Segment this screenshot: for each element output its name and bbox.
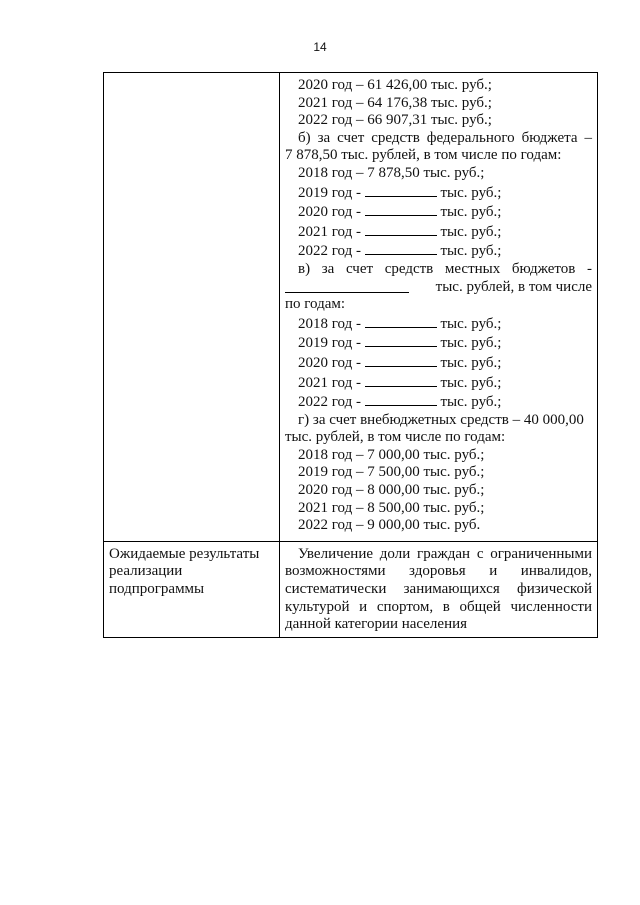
blank-line xyxy=(285,279,409,293)
federal-2018: 2018 год – 7 878,50 тыс. руб.; xyxy=(298,164,485,181)
extra-2021: 2021 год – 8 500,00 тыс. руб.; xyxy=(298,499,485,516)
results-text-line: культурой и спортом, в общей численности xyxy=(285,598,592,615)
blank-line xyxy=(365,314,437,328)
federal-2022: 2022 год - тыс. руб.; xyxy=(298,243,502,260)
federal-2021: 2021 год - тыс. руб.; xyxy=(298,223,502,240)
extra-intro-line-1: г) за счет внебюджетных средств – 40 000,00 xyxy=(298,411,584,428)
page-number: 14 xyxy=(313,40,327,54)
local-2019: 2019 год - тыс. руб.; xyxy=(298,335,502,352)
extra-2018: 2018 год – 7 000,00 тыс. руб.; xyxy=(298,446,485,463)
extra-2022: 2022 год – 9 000,00 тыс. руб. xyxy=(298,517,481,534)
results-text-line: данной категории населения xyxy=(285,616,468,633)
results-label-line: реализации xyxy=(109,563,183,580)
results-text-line: Увеличение доли граждан с ограниченными xyxy=(298,545,592,562)
local-intro-line-3: по годам: xyxy=(285,296,346,313)
local-intro-line-2: тыс. рублей, в том числе xyxy=(285,279,592,297)
funding-label-cell xyxy=(104,73,280,542)
funding-row xyxy=(104,73,598,542)
results-text-cell xyxy=(280,541,598,637)
local-2021: 2021 год - тыс. руб.; xyxy=(298,374,502,391)
blank-line xyxy=(365,222,437,236)
results-row xyxy=(104,541,598,637)
extra-2019: 2019 год – 7 500,00 тыс. руб.; xyxy=(298,464,485,481)
blank-line xyxy=(365,241,437,255)
results-label-line: подпрограммы xyxy=(109,581,205,598)
blank-line xyxy=(365,373,437,387)
results-label-cell xyxy=(104,541,280,637)
results-label-line: Ожидаемые результаты xyxy=(109,545,260,562)
blank-line xyxy=(365,202,437,216)
local-2020: 2020 год - тыс. руб.; xyxy=(298,354,502,371)
blank-line xyxy=(365,353,437,367)
passport-table xyxy=(103,72,598,638)
regional-2020: 2020 год – 61 426,00 тыс. руб.; xyxy=(298,77,492,93)
local-2018: 2018 год - тыс. руб.; xyxy=(298,315,502,332)
local-intro-line-1: в) за счет средств местных бюджетов - xyxy=(298,260,592,277)
federal-intro-line-2: 7 878,50 тыс. рублей, в том числе по годам: xyxy=(285,147,562,164)
results-text-line: возможностями здоровья и инвалидов, xyxy=(285,563,592,580)
blank-line xyxy=(365,392,437,406)
extra-2020: 2020 год – 8 000,00 тыс. руб.; xyxy=(298,482,485,499)
results-text-line: систематически занимающихся физической xyxy=(285,581,592,598)
federal-2019: 2019 год - тыс. руб.; xyxy=(298,184,502,201)
blank-line xyxy=(365,183,437,197)
regional-2021: 2021 год – 64 176,38 тыс. руб.; xyxy=(298,94,492,111)
federal-intro-line-1: б) за счет средств федерального бюджета – xyxy=(298,129,592,146)
funding-details-cell xyxy=(280,73,598,542)
local-2022: 2022 год - тыс. руб.; xyxy=(298,394,502,411)
blank-line xyxy=(365,333,437,347)
extra-intro-line-2: тыс. рублей, в том числе по годам: xyxy=(285,429,506,446)
federal-2020: 2020 год - тыс. руб.; xyxy=(298,204,502,221)
regional-2022: 2022 год – 66 907,31 тыс. руб.; xyxy=(298,112,492,129)
